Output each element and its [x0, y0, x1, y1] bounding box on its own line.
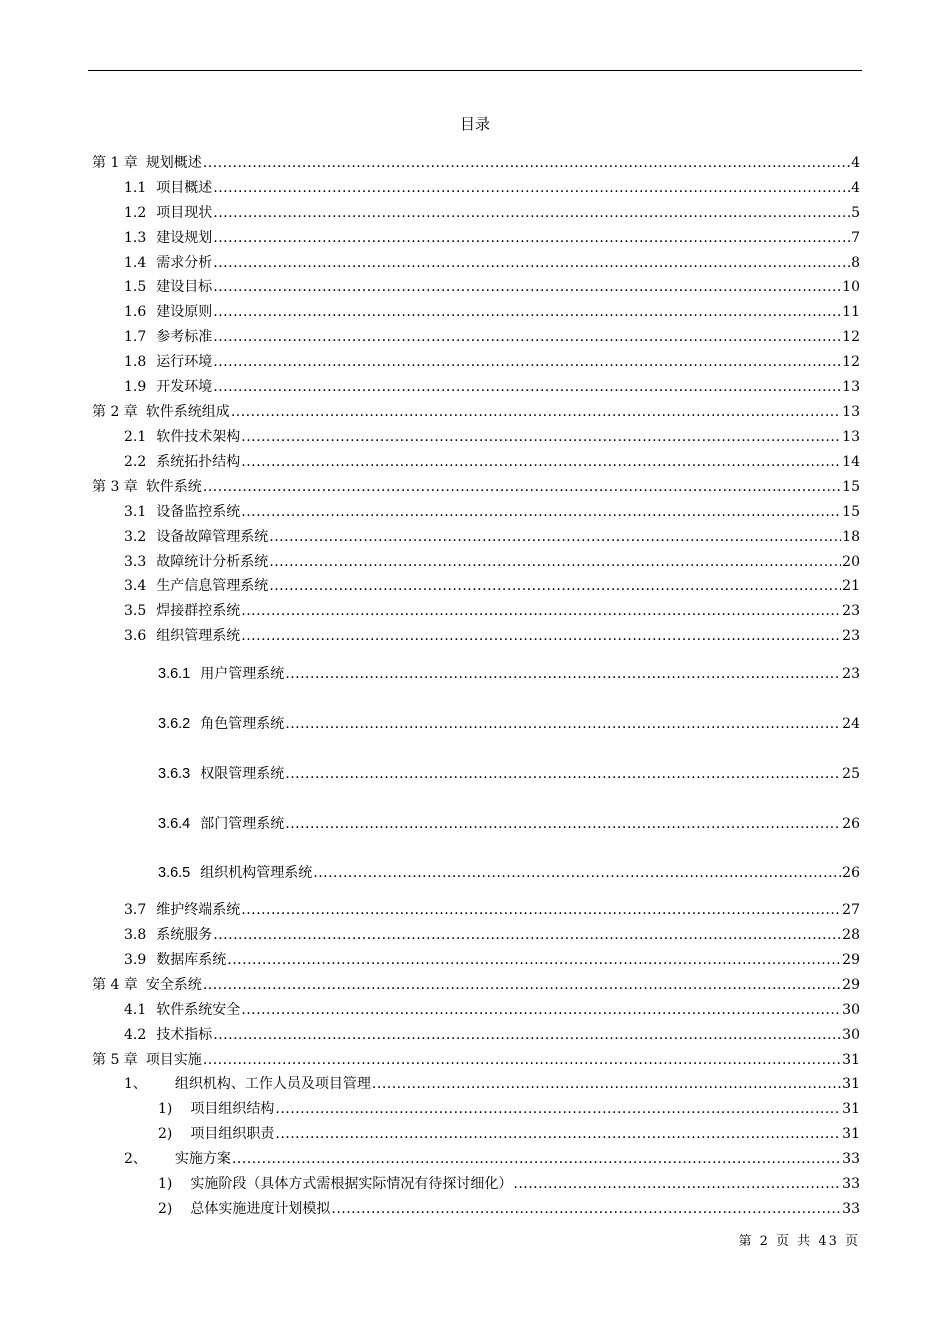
toc-entry[interactable] — [124, 302, 860, 322]
toc-entry-page: 5 — [851, 205, 860, 221]
toc-entry[interactable] — [124, 626, 860, 646]
toc-entry-title: 参考标准 — [156, 329, 213, 345]
toc-entry[interactable] — [158, 1124, 860, 1144]
toc-entry-page: 28 — [842, 927, 860, 943]
toc-entry[interactable] — [158, 764, 860, 784]
toc-entry-title: 项目实施 — [145, 1052, 202, 1068]
toc-entry-page: 18 — [842, 529, 860, 545]
toc-entry-page: 23 — [842, 603, 860, 619]
toc-entry-number: 第 1 章 — [92, 155, 138, 171]
toc-leader-dots — [213, 253, 850, 273]
toc-entry-page: 31 — [842, 1101, 860, 1117]
toc-entry-number: 3.8 — [124, 927, 147, 943]
toc-entry-page: 23 — [842, 628, 860, 644]
toc-leader-dots — [513, 1174, 841, 1194]
toc-entry-number: 4.2 — [124, 1027, 147, 1043]
toc-leader-dots — [275, 1099, 841, 1119]
toc-entry[interactable] — [124, 1000, 860, 1020]
toc-entry-page: 15 — [842, 479, 860, 495]
toc-entry-page: 33 — [842, 1176, 860, 1192]
toc-entry-number: 1.7 — [124, 329, 147, 345]
toc-entry-page: 33 — [842, 1151, 860, 1167]
toc-entry-title: 系统拓扑结构 — [156, 454, 241, 470]
toc-entry[interactable] — [124, 1025, 860, 1045]
toc-entry-title: 设备监控系统 — [156, 504, 241, 520]
toc-entry-page: 24 — [842, 716, 860, 732]
toc-entry-number: 4.1 — [124, 1002, 147, 1018]
toc-entry-number: 3.2 — [124, 529, 147, 545]
toc-leader-dots — [372, 1074, 841, 1094]
toc-entry-page: 8 — [851, 255, 860, 271]
toc-entry-page: 31 — [842, 1126, 860, 1142]
toc-entry-page: 20 — [842, 554, 860, 570]
toc-entry-title: 组织管理系统 — [156, 628, 241, 644]
toc-entry-number: 3.6.5 — [158, 865, 191, 881]
toc-entry[interactable] — [124, 228, 860, 248]
toc-entry[interactable] — [124, 277, 860, 297]
toc-leader-dots — [213, 277, 841, 297]
toc-entry[interactable] — [158, 863, 860, 883]
toc-entry-number: 3.6 — [124, 628, 147, 644]
toc-leader-dots — [241, 427, 841, 447]
page-indicator: 第 2 页 共 43 页 — [738, 1234, 860, 1249]
toc-entry[interactable] — [124, 950, 860, 970]
toc-entry[interactable] — [124, 352, 860, 372]
toc-entry[interactable] — [124, 576, 860, 596]
toc-entry[interactable] — [158, 814, 860, 834]
toc-entry[interactable] — [158, 664, 860, 684]
toc-entry-title: 项目现状 — [156, 205, 213, 221]
toc-leader-dots — [203, 1050, 841, 1070]
toc-leader-dots — [227, 950, 841, 970]
toc-entry-title: 建设原则 — [156, 304, 213, 320]
toc-entry[interactable] — [158, 1174, 860, 1194]
toc-entry-page: 13 — [842, 404, 860, 420]
toc-entry-page: 29 — [842, 952, 860, 968]
toc-leader-dots — [275, 1124, 841, 1144]
toc-entry-title: 实施阶段（具体方式需根据实际情况有待探讨细化） — [190, 1176, 513, 1192]
toc-entry-page: 12 — [842, 329, 860, 345]
toc-entry-title: 实施方案 — [174, 1151, 231, 1167]
toc-leader-dots — [213, 1025, 841, 1045]
toc-leader-dots — [269, 552, 841, 572]
toc-entry-number: 1.9 — [124, 379, 147, 395]
toc-entry-title: 项目组织结构 — [190, 1101, 275, 1117]
toc-entry[interactable] — [124, 900, 860, 920]
toc-entry-page: 4 — [851, 180, 860, 196]
toc-entry-number: 2.2 — [124, 454, 147, 470]
toc-entry-page: 30 — [842, 1027, 860, 1043]
toc-entry[interactable] — [92, 477, 860, 497]
toc-entry-title: 用户管理系统 — [200, 666, 285, 682]
toc-entry-number: 1.3 — [124, 230, 147, 246]
toc-entry-title: 项目概述 — [156, 180, 213, 196]
toc-entry-title: 部门管理系统 — [200, 816, 285, 832]
toc-entry-number: 3.3 — [124, 554, 147, 570]
toc-leader-dots — [213, 352, 841, 372]
toc-leader-dots — [269, 527, 841, 547]
toc-entry-number: 2.1 — [124, 429, 147, 445]
toc-entry-page: 13 — [842, 379, 860, 395]
toc-entry[interactable] — [124, 1074, 860, 1094]
toc-entry[interactable] — [158, 1099, 860, 1119]
toc-entry-title: 开发环境 — [156, 379, 213, 395]
toc-entry-title: 故障统计分析系统 — [156, 554, 269, 570]
toc-entry-number: 1.8 — [124, 354, 147, 370]
toc-leader-dots — [231, 402, 841, 422]
toc-entry-page: 27 — [842, 902, 860, 918]
toc-leader-dots — [285, 664, 841, 684]
toc-entry-number: 3.4 — [124, 578, 147, 594]
toc-entry-title: 软件系统 — [145, 479, 202, 495]
toc-entry-title: 组织机构、工作人员及项目管理 — [174, 1076, 371, 1092]
toc-entry-number: 1、 — [124, 1076, 147, 1092]
toc-entry[interactable] — [124, 527, 860, 547]
toc-entry-title: 角色管理系统 — [200, 716, 285, 732]
toc-entry[interactable] — [124, 253, 860, 273]
toc-leader-dots — [331, 1199, 841, 1219]
toc-leader-dots — [203, 975, 841, 995]
toc-entry-number: 1.2 — [124, 205, 147, 221]
toc-entry-page: 26 — [842, 816, 860, 832]
toc-entry-title: 软件技术架构 — [156, 429, 241, 445]
toc-entry-title: 技术指标 — [156, 1027, 213, 1043]
toc-entry-title: 运行环境 — [156, 354, 213, 370]
toc-leader-dots — [203, 153, 850, 173]
toc-entry[interactable] — [124, 552, 860, 572]
toc-entry-number: 2) — [158, 1201, 173, 1217]
toc-leader-dots — [213, 302, 841, 322]
toc-leader-dots — [213, 925, 841, 945]
toc-leader-dots — [285, 814, 841, 834]
toc-entry-page: 23 — [842, 666, 860, 682]
toc-title: 目录 — [459, 115, 490, 133]
toc-entry-number: 3.6.1 — [158, 666, 191, 682]
toc-leader-dots — [285, 714, 841, 734]
toc-leader-dots — [269, 576, 841, 596]
toc-entry-title: 需求分析 — [156, 255, 213, 271]
toc-entry-title: 软件系统组成 — [145, 404, 230, 420]
toc-entry-number: 第 4 章 — [92, 977, 138, 993]
toc-entry-page: 15 — [842, 504, 860, 520]
toc-entry-page: 31 — [842, 1052, 860, 1068]
toc-entry-number: 3.6.4 — [158, 816, 191, 832]
toc-leader-dots — [213, 178, 850, 198]
toc-entry[interactable] — [124, 178, 860, 198]
toc-entry-number: 第 5 章 — [92, 1052, 138, 1068]
toc-entry[interactable] — [92, 153, 860, 173]
toc-entry[interactable] — [124, 1149, 860, 1169]
toc-entry-page: 33 — [842, 1201, 860, 1217]
toc-entry-title: 项目组织职责 — [190, 1126, 275, 1142]
toc-entry-title: 权限管理系统 — [200, 766, 285, 782]
toc-leader-dots — [285, 764, 841, 784]
toc-entry-number: 2) — [158, 1126, 173, 1142]
toc-entry-number: 1.5 — [124, 279, 147, 295]
toc-entry-title: 规划概述 — [145, 155, 202, 171]
toc-entry-number: 2、 — [124, 1151, 147, 1167]
toc-entry-title: 生产信息管理系统 — [156, 578, 269, 594]
toc-leader-dots — [232, 1149, 841, 1169]
toc-entry-page: 10 — [842, 279, 860, 295]
toc-entry-page: 25 — [842, 766, 860, 782]
toc-entry[interactable] — [92, 975, 860, 995]
toc-leader-dots — [241, 900, 841, 920]
toc-leader-dots — [213, 203, 850, 223]
toc-entry-number: 第 3 章 — [92, 479, 138, 495]
toc-leader-dots — [213, 377, 841, 397]
toc-entry-page: 11 — [842, 304, 860, 320]
toc-entry-title: 安全系统 — [145, 977, 202, 993]
toc-entry[interactable] — [92, 402, 860, 422]
toc-entry-number: 3.1 — [124, 504, 147, 520]
toc-leader-dots — [241, 626, 841, 646]
toc-entry-number: 1.4 — [124, 255, 147, 271]
toc-entry-number: 3.5 — [124, 603, 147, 619]
toc-entry-number: 第 2 章 — [92, 404, 138, 420]
toc-entry-title: 建设规划 — [156, 230, 213, 246]
toc-entry-page: 14 — [842, 454, 860, 470]
toc-entry[interactable] — [124, 601, 860, 621]
toc-entry[interactable] — [124, 502, 860, 522]
toc-entry-title: 系统服务 — [156, 927, 213, 943]
toc-entry-number: 3.6.3 — [158, 766, 191, 782]
toc-leader-dots — [241, 1000, 841, 1020]
toc-entry-title: 设备故障管理系统 — [156, 529, 269, 545]
toc-entry-title: 数据库系统 — [156, 952, 227, 968]
toc-entry[interactable] — [124, 203, 860, 223]
toc-entry-page: 13 — [842, 429, 860, 445]
toc-entry-title: 焊接群控系统 — [156, 603, 241, 619]
toc-entry[interactable] — [92, 1050, 860, 1070]
toc-entry-title: 建设目标 — [156, 279, 213, 295]
toc-entry-page: 31 — [842, 1076, 860, 1092]
toc-entry-number: 1) — [158, 1101, 173, 1117]
toc-entry-page: 12 — [842, 354, 860, 370]
toc-entry-number: 3.6.2 — [158, 716, 191, 732]
toc-entry-page: 29 — [842, 977, 860, 993]
toc-entry[interactable] — [158, 1199, 860, 1219]
toc-entry-number: 1) — [158, 1176, 173, 1192]
toc-entry[interactable] — [124, 427, 860, 447]
toc-entry-title: 软件系统安全 — [156, 1002, 241, 1018]
toc-entry[interactable] — [124, 925, 860, 945]
toc-leader-dots — [241, 502, 841, 522]
toc-entry-number: 1.6 — [124, 304, 147, 320]
toc-entry-number: 3.7 — [124, 902, 147, 918]
toc-entry-page: 7 — [851, 230, 860, 246]
toc-entry-title: 总体实施进度计划模拟 — [190, 1201, 331, 1217]
toc-leader-dots — [241, 601, 841, 621]
toc-entry[interactable] — [158, 714, 860, 734]
toc-entry-page: 4 — [851, 155, 860, 171]
toc-entry-number: 3.9 — [124, 952, 147, 968]
toc-leader-dots — [213, 228, 850, 248]
toc-entry-page: 21 — [842, 578, 860, 594]
toc-leader-dots — [313, 863, 841, 883]
toc-entry-page: 30 — [842, 1002, 860, 1018]
toc-entry-number: 1.1 — [124, 180, 147, 196]
toc-entry[interactable] — [124, 377, 860, 397]
toc-entry-title: 维护终端系统 — [156, 902, 241, 918]
toc-entry[interactable] — [124, 327, 860, 347]
toc-leader-dots — [203, 477, 841, 497]
toc-entry[interactable] — [124, 452, 860, 472]
toc-leader-dots — [241, 452, 841, 472]
toc-leader-dots — [213, 327, 841, 347]
toc-entry-title: 组织机构管理系统 — [200, 865, 313, 881]
toc-entry-page: 26 — [842, 865, 860, 881]
